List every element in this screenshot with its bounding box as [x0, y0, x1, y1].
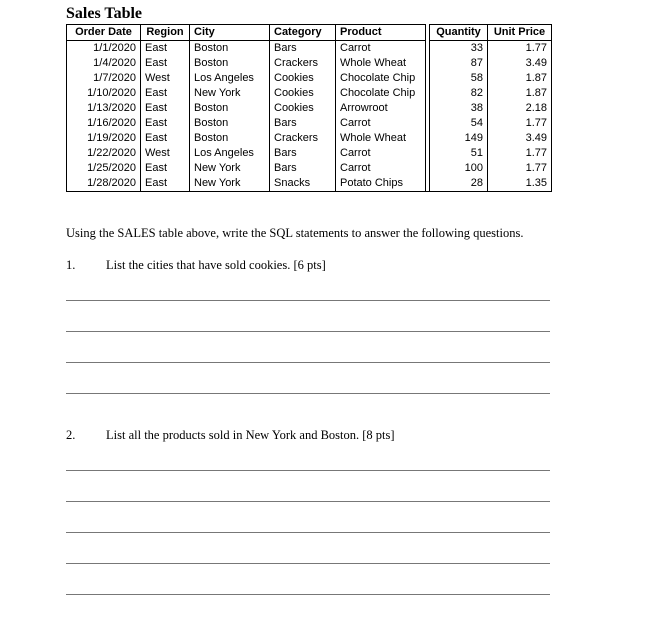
answer-line[interactable]	[66, 501, 550, 502]
cell-category: Cookies	[270, 101, 336, 116]
table-row	[67, 86, 552, 101]
cell-product: Chocolate Chip	[336, 86, 426, 101]
cell-product: Whole Wheat	[336, 131, 426, 146]
table-row	[67, 131, 552, 146]
cell-category: Bars	[270, 116, 336, 131]
cell-quantity: 51	[430, 146, 488, 161]
answer-line[interactable]	[66, 470, 550, 471]
cell-order-date: 1/19/2020	[67, 131, 141, 146]
table-header-row	[67, 25, 552, 41]
cell-quantity: 54	[430, 116, 488, 131]
cell-region: East	[141, 176, 190, 192]
cell-product: Arrowroot	[336, 101, 426, 116]
cell-city: Boston	[190, 116, 270, 131]
cell-order-date: 1/16/2020	[67, 116, 141, 131]
table-row	[67, 116, 552, 131]
cell-city: New York	[190, 176, 270, 192]
cell-order-date: 1/7/2020	[67, 71, 141, 86]
column-header-order-date: Order Date	[67, 25, 141, 41]
cell-region: West	[141, 71, 190, 86]
cell-region: East	[141, 41, 190, 57]
question-number: 2.	[66, 428, 76, 442]
cell-order-date: 1/22/2020	[67, 146, 141, 161]
cell-city: Los Angeles	[190, 146, 270, 161]
answer-line[interactable]	[66, 594, 550, 595]
cell-product: Carrot	[336, 41, 426, 57]
cell-region: East	[141, 116, 190, 131]
table-row	[67, 101, 552, 116]
column-header-quantity: Quantity	[430, 25, 488, 41]
cell-region: East	[141, 131, 190, 146]
cell-product: Potato Chips	[336, 176, 426, 192]
column-header-unit-price: Unit Price	[488, 25, 552, 41]
cell-city: Los Angeles	[190, 71, 270, 86]
cell-unit-price: 1.77	[488, 41, 552, 57]
question-number: 1.	[66, 258, 76, 272]
cell-region: East	[141, 161, 190, 176]
column-header-product: Product	[336, 25, 426, 41]
cell-unit-price: 1.77	[488, 161, 552, 176]
table-row	[67, 41, 552, 57]
column-header-city: City	[190, 25, 270, 41]
cell-unit-price: 3.49	[488, 131, 552, 146]
cell-category: Bars	[270, 146, 336, 161]
table-row	[67, 176, 552, 192]
cell-order-date: 1/28/2020	[67, 176, 141, 192]
cell-region: East	[141, 56, 190, 71]
cell-category: Bars	[270, 41, 336, 57]
cell-order-date: 1/25/2020	[67, 161, 141, 176]
cell-city: Boston	[190, 56, 270, 71]
table-row	[67, 146, 552, 161]
cell-category: Cookies	[270, 71, 336, 86]
cell-product: Carrot	[336, 146, 426, 161]
cell-quantity: 149	[430, 131, 488, 146]
question-1	[66, 257, 326, 273]
cell-order-date: 1/13/2020	[67, 101, 141, 116]
cell-unit-price: 2.18	[488, 101, 552, 116]
cell-city: New York	[190, 86, 270, 101]
question-text: List all the products sold in New York and Boston. [8 pts]	[106, 428, 395, 442]
cell-category: Bars	[270, 161, 336, 176]
column-header-category: Category	[270, 25, 336, 41]
cell-unit-price: 3.49	[488, 56, 552, 71]
answer-line[interactable]	[66, 362, 550, 363]
cell-order-date: 1/4/2020	[67, 56, 141, 71]
sales-table	[66, 24, 552, 192]
instructions-text: Using the SALES table above, write the SQL statements to answer the following questions.	[66, 226, 524, 240]
cell-quantity: 100	[430, 161, 488, 176]
cell-region: East	[141, 86, 190, 101]
cell-region: West	[141, 146, 190, 161]
cell-unit-price: 1.87	[488, 71, 552, 86]
cell-city: Boston	[190, 131, 270, 146]
answer-line[interactable]	[66, 393, 550, 394]
cell-quantity: 33	[430, 41, 488, 57]
cell-quantity: 82	[430, 86, 488, 101]
cell-product: Chocolate Chip	[336, 71, 426, 86]
table-row	[67, 71, 552, 86]
cell-category: Crackers	[270, 56, 336, 71]
cell-product: Carrot	[336, 116, 426, 131]
table-row	[67, 56, 552, 71]
cell-quantity: 58	[430, 71, 488, 86]
cell-quantity: 38	[430, 101, 488, 116]
answer-line[interactable]	[66, 331, 550, 332]
cell-quantity: 28	[430, 176, 488, 192]
cell-region: East	[141, 101, 190, 116]
page-title: Sales Table	[66, 5, 143, 22]
cell-product: Whole Wheat	[336, 56, 426, 71]
cell-category: Snacks	[270, 176, 336, 192]
cell-city: Boston	[190, 41, 270, 57]
cell-product: Carrot	[336, 161, 426, 176]
cell-quantity: 87	[430, 56, 488, 71]
cell-category: Cookies	[270, 86, 336, 101]
cell-unit-price: 1.87	[488, 86, 552, 101]
question-text: List the cities that have sold cookies. [6 pts]	[106, 258, 326, 272]
cell-unit-price: 1.35	[488, 176, 552, 192]
cell-category: Crackers	[270, 131, 336, 146]
question-2	[66, 427, 395, 443]
cell-order-date: 1/10/2020	[67, 86, 141, 101]
answer-line[interactable]	[66, 532, 550, 533]
cell-order-date: 1/1/2020	[67, 41, 141, 57]
table-row	[67, 161, 552, 176]
answer-line[interactable]	[66, 563, 550, 564]
cell-unit-price: 1.77	[488, 116, 552, 131]
cell-city: New York	[190, 161, 270, 176]
cell-city: Boston	[190, 101, 270, 116]
answer-line[interactable]	[66, 300, 550, 301]
cell-unit-price: 1.77	[488, 146, 552, 161]
column-header-region: Region	[141, 25, 190, 41]
